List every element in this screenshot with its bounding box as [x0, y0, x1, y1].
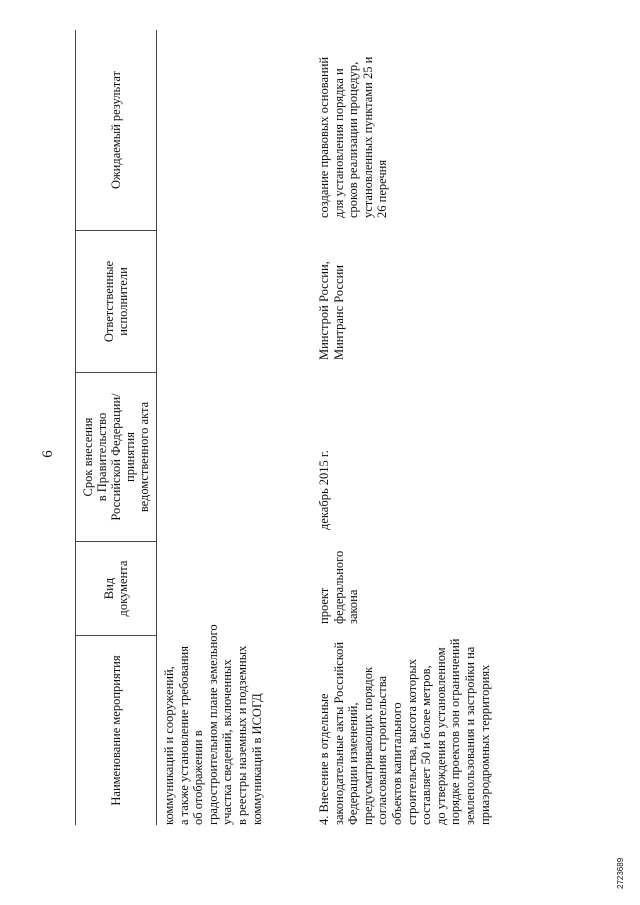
text-line: градостроительном плане земельного — [205, 624, 220, 825]
text-line: участка сведений, включенных — [220, 659, 235, 825]
header-line: исполнители — [116, 267, 130, 336]
row4-responsible — [317, 261, 346, 360]
header-line: принятия — [123, 432, 137, 482]
text-line: до утверждения в установленном — [433, 647, 448, 825]
page-number: 6 — [40, 450, 56, 458]
text-line: Федерации изменений, — [346, 702, 361, 825]
text-line: сроков реализации процедур, — [346, 61, 361, 218]
text-line: строительства, высота которых — [404, 658, 419, 825]
row4-doc-type — [317, 551, 361, 624]
text-line: Минтранс России — [331, 265, 346, 360]
text-line: об отображении в — [191, 730, 206, 825]
text-line: установленных пунктами 25 и — [360, 56, 375, 218]
header-line: Российской Федерации/ — [109, 393, 123, 521]
text-line: для установления порядка и — [331, 68, 346, 218]
text-line: а также установление требования — [176, 646, 191, 825]
text-line: в реестры наземных и подземных — [234, 645, 249, 825]
text-line: коммуникаций и сооружений, — [162, 666, 176, 825]
header-line: в Правительство — [95, 412, 109, 502]
header-responsible — [76, 231, 156, 372]
header-line: ведомственного акта — [137, 401, 151, 513]
row4-result — [317, 57, 390, 218]
text-line: объектов капитального — [389, 702, 404, 825]
text-line: законодательные акты Российской — [331, 641, 346, 825]
text-line: согласования строительства — [375, 675, 390, 825]
header-line: Срок внесения — [81, 417, 95, 497]
header-line: документа — [116, 560, 130, 617]
text-line: федерального — [331, 550, 346, 624]
text-line: предусматривающих порядок — [360, 666, 375, 825]
text-line: проект — [317, 587, 331, 624]
header-line: Вид — [102, 577, 116, 600]
table-header-bottom-rule — [156, 30, 157, 825]
header-line: Ответственные — [102, 260, 116, 343]
header-deadline — [76, 373, 156, 541]
header-result — [76, 30, 156, 230]
text-line: 26 перечня — [375, 159, 390, 218]
document-code: 2723689 — [616, 857, 625, 889]
header-line: Наименование мероприятия — [109, 655, 123, 806]
text-line: 4. Внесение в отдельные — [317, 693, 331, 825]
text-line: коммуникаций в ИСОГД — [249, 693, 264, 825]
text-line: составляет 50 и более метров, — [419, 665, 434, 825]
row4-name — [317, 639, 492, 826]
text-line: землепользования и застройки на — [462, 646, 477, 825]
header-doc-type — [76, 542, 156, 635]
continuation-text — [162, 624, 264, 825]
text-line: Минстрой России, — [317, 261, 331, 360]
text-line: закона — [346, 589, 361, 624]
text-line: создание правовых оснований — [317, 56, 331, 218]
header-line: Ожидаемый результат — [109, 70, 123, 190]
text-line: приаэродромных территориях — [477, 664, 492, 825]
header-name — [76, 636, 156, 825]
text-line: декабрь 2015 г. — [317, 450, 331, 530]
row4-deadline — [317, 450, 332, 530]
text-line: порядке проектов зон ограничений — [448, 638, 463, 825]
